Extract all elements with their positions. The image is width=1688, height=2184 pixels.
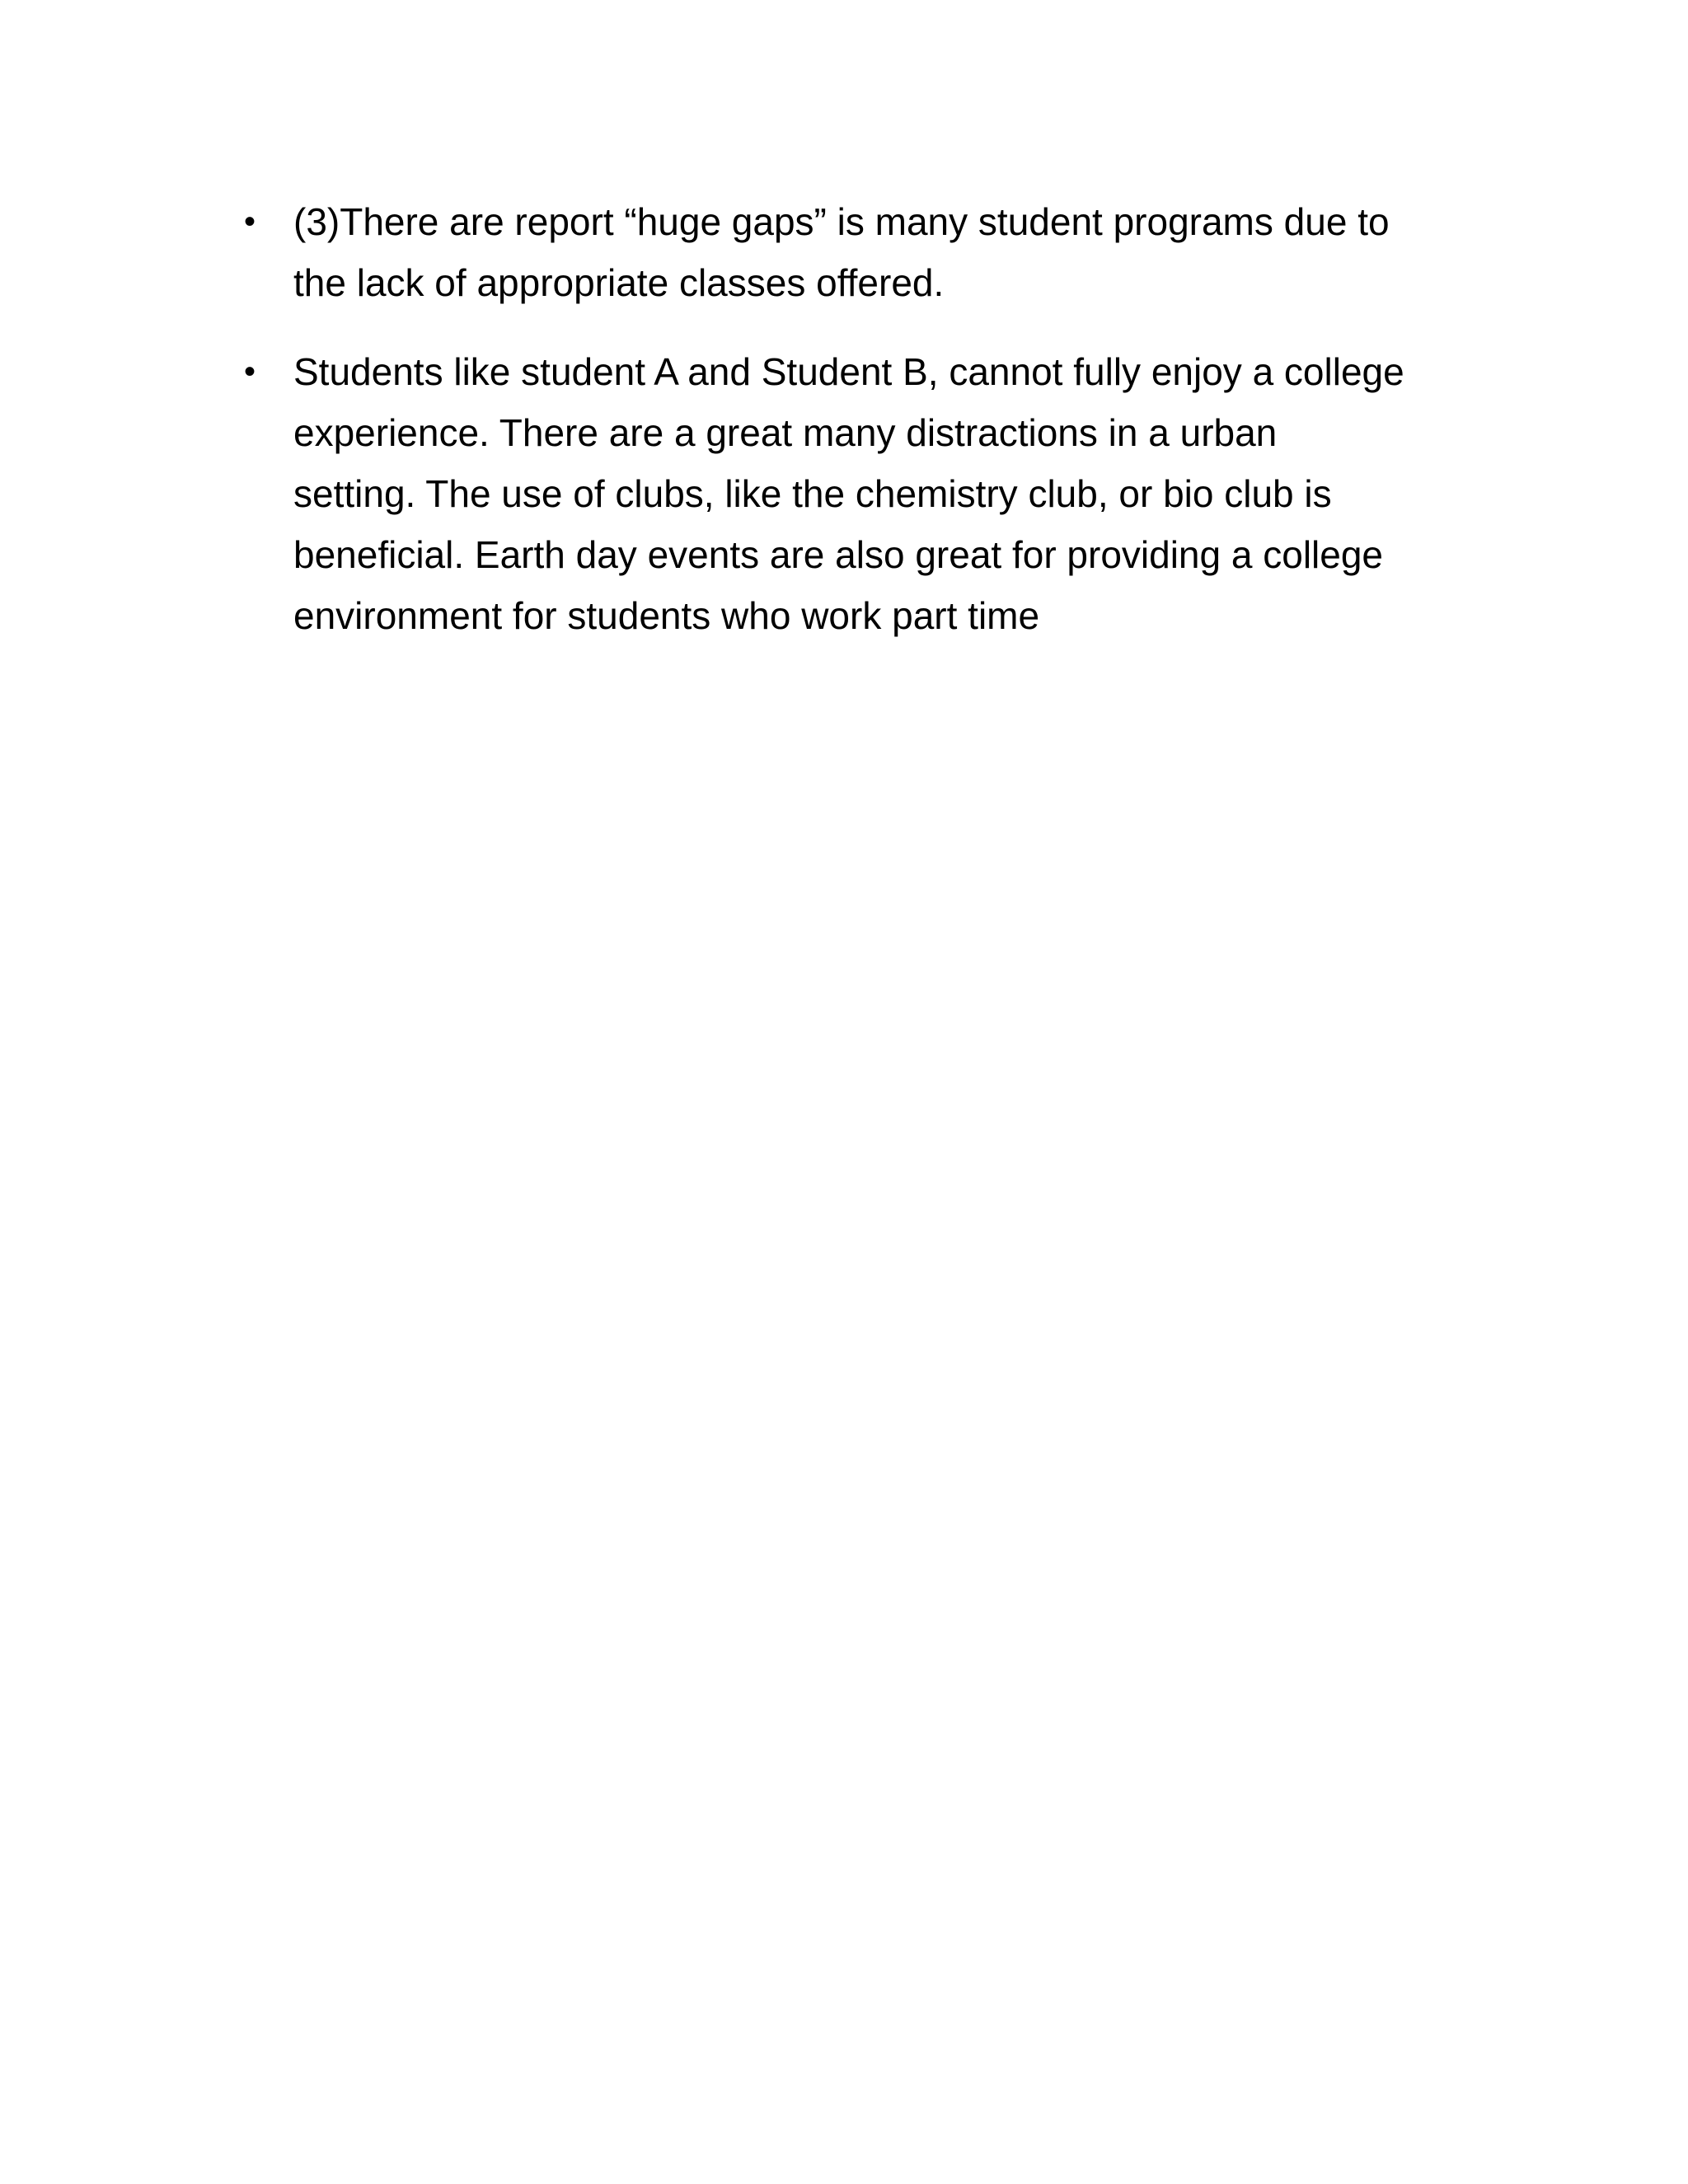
bullet-item-2 <box>239 341 1492 646</box>
bullet-marker: • <box>244 354 256 390</box>
bullet-item-1 <box>239 191 1492 313</box>
bullet-text: Students like student A and Student B, cannot fully enjoy a college experience. There are a great many distractions in a urban setting. The use of clubs, like the chemistry club, or bio club is beneficial. Earth day events are also great for providing a college environment for students who work part time <box>293 350 1404 637</box>
bullet-text: (3)There are report “huge gaps” is many student programs due to the lack of appropriate classes offered. <box>293 200 1390 304</box>
bullet-list <box>239 191 1492 674</box>
bullet-marker: • <box>244 204 256 240</box>
